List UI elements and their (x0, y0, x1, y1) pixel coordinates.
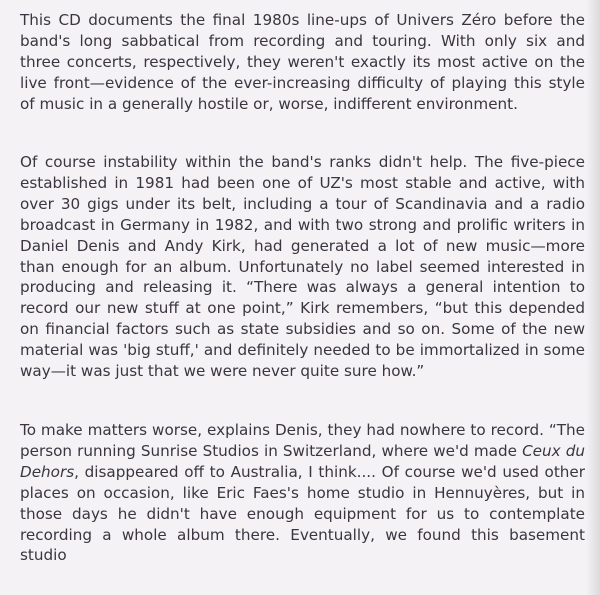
page-edge-shadow (586, 0, 600, 595)
album-title-ceux-du-dehors: Ceux du Dehors (20, 441, 585, 481)
paragraph-1: This CD documents the final 1980s line-ups of Univers Zéro before the band's long sabbatical from recording and touring. With only six and three concerts, respectively, they weren't exactly its most active on the live front—evidence of the ever-increasing difficulty of playing this style of music in a generally hostile or, worse, indifferent environment. (20, 11, 585, 113)
paragraph-2: Of course instability within the band's ranks didn't help. The five-piece established in 1981 had been one of UZ's most stable and active, with over 30 gigs under its belt, including a tour of Scandinavia and a radio broadcast in Germany in 1982, and with two strong and prolific writers in Daniel Denis and Andy Kirk, had generated a lot of new music—more than enough for an album. Unfortunately no label seemed interested in producing and releasing it. “There was always a general intention to record our new stuff at one point,” Kirk remembers, “but this depended on financial factors such as state subsidies and so on. Some of the new material was 'big stuff,' and definitely needed to be immortalized in some way—it was just that we were never quite sure how.” (20, 153, 585, 381)
paragraph-3-text-after: , disappeared off to Australia, I think.... Of course we'd used other places on occasion, like Eric Faes's home studio in Hennuyères, but in those days he didn't have enough equipment for us to contemplate recording a whole album there. Eventually, we found this basement studio (20, 462, 585, 565)
paragraph-3 (20, 420, 585, 566)
paragraph-3-text-before: To make matters worse, explains Denis, they had nowhere to record. “The person running Sunrise Studios in Switzerland, where we'd made (20, 421, 585, 460)
